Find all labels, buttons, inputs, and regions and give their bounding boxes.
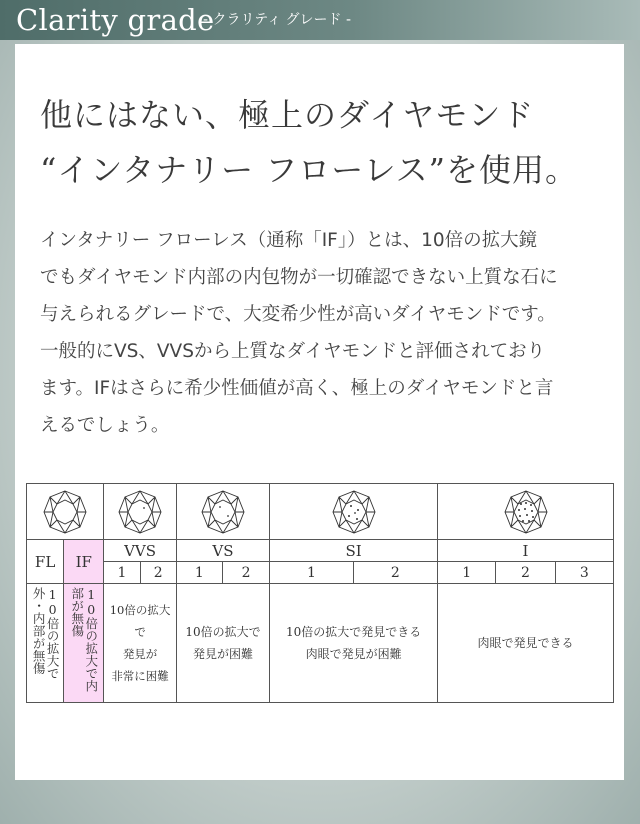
desc-vvs-cell [104, 584, 176, 703]
desc-i: 肉眼で発見できる [477, 636, 574, 650]
diamond-flawless-icon [42, 489, 88, 535]
desc-si-line2: 肉眼で発見が困難 [305, 647, 402, 661]
diamond-icon-row [27, 484, 614, 540]
diamond-cell-i [438, 484, 614, 540]
subgrade-row [27, 562, 614, 584]
desc-vvs-line3: 非常に困難 [111, 669, 169, 683]
desc-vvs-line1: 10倍の拡大で [109, 603, 171, 639]
desc-si-cell [270, 584, 438, 703]
desc-vvs-line2: 発見が [122, 647, 158, 661]
header-bar [0, 0, 640, 40]
page-subtitle: - クラリティ グレード - [203, 12, 352, 28]
desc-if: 10倍の拡大で内部が無傷 [69, 587, 99, 692]
grade-vs: VS [176, 540, 269, 562]
body-line: 与えられるグレードで、大変希少性が高いダイヤモンドです。 [40, 304, 556, 325]
desc-vs-line1: 10倍の拡大で [185, 625, 261, 639]
subgrade-i2: 2 [496, 562, 555, 584]
page-title: Clarity grade [16, 3, 215, 37]
diamond-cell-fl-if [27, 484, 104, 540]
body-line: えるでしょう。 [40, 415, 170, 436]
desc-vs-cell [176, 584, 269, 703]
diamond-i-icon [503, 489, 549, 535]
diamond-vvs-icon [117, 489, 163, 535]
subgrade-i1: 1 [438, 562, 496, 584]
grade-if: IF [64, 540, 104, 584]
grade-i: I [438, 540, 614, 562]
desc-si-line1: 10倍の拡大で発見できる [285, 625, 422, 639]
body-line: でもダイヤモンド内部の内包物が一切確認できない上質な石に [40, 267, 558, 288]
diamond-vs-icon [200, 489, 246, 535]
subgrade-vvs1: 1 [104, 562, 140, 584]
diamond-cell-si [270, 484, 438, 540]
grade-header-row [27, 540, 614, 562]
grade-vvs: VVS [104, 540, 176, 562]
desc-vs-line2: 発見が困難 [192, 647, 253, 661]
subgrade-vs2: 2 [222, 562, 269, 584]
subgrade-si1: 1 [270, 562, 353, 584]
grade-si: SI [270, 540, 438, 562]
diamond-si-icon [331, 489, 377, 535]
desc-if-cell [64, 584, 104, 703]
desc-fl-cell [27, 584, 64, 703]
subgrade-vs1: 1 [176, 562, 222, 584]
desc-i-cell [438, 584, 614, 703]
subgrade-si2: 2 [353, 562, 437, 584]
headline [40, 88, 610, 198]
body-line: インタナリー フローレス（通称「IF」）とは、10倍の拡大鏡 [40, 230, 538, 251]
description-row [27, 584, 614, 703]
subgrade-vvs2: 2 [140, 562, 176, 584]
desc-fl: 10倍の拡大で外・内部が無傷 [31, 587, 61, 680]
body-line: ます。IFはさらに希少性価値が高く、極上のダイヤモンドと言 [40, 378, 554, 399]
body-paragraph [40, 222, 605, 444]
clarity-grade-table [26, 483, 614, 703]
subgrade-i3: 3 [555, 562, 613, 584]
diamond-cell-vs [176, 484, 269, 540]
headline-line-1: 他にはない、極上のダイヤモンド [40, 96, 535, 134]
headline-line-2: “インタナリー フローレス”を使用。 [40, 151, 579, 189]
body-line: 一般的にVS、VVSから上質なダイヤモンドと評価されており [40, 341, 546, 362]
grade-fl: FL [27, 540, 64, 584]
diamond-cell-vvs [104, 484, 176, 540]
